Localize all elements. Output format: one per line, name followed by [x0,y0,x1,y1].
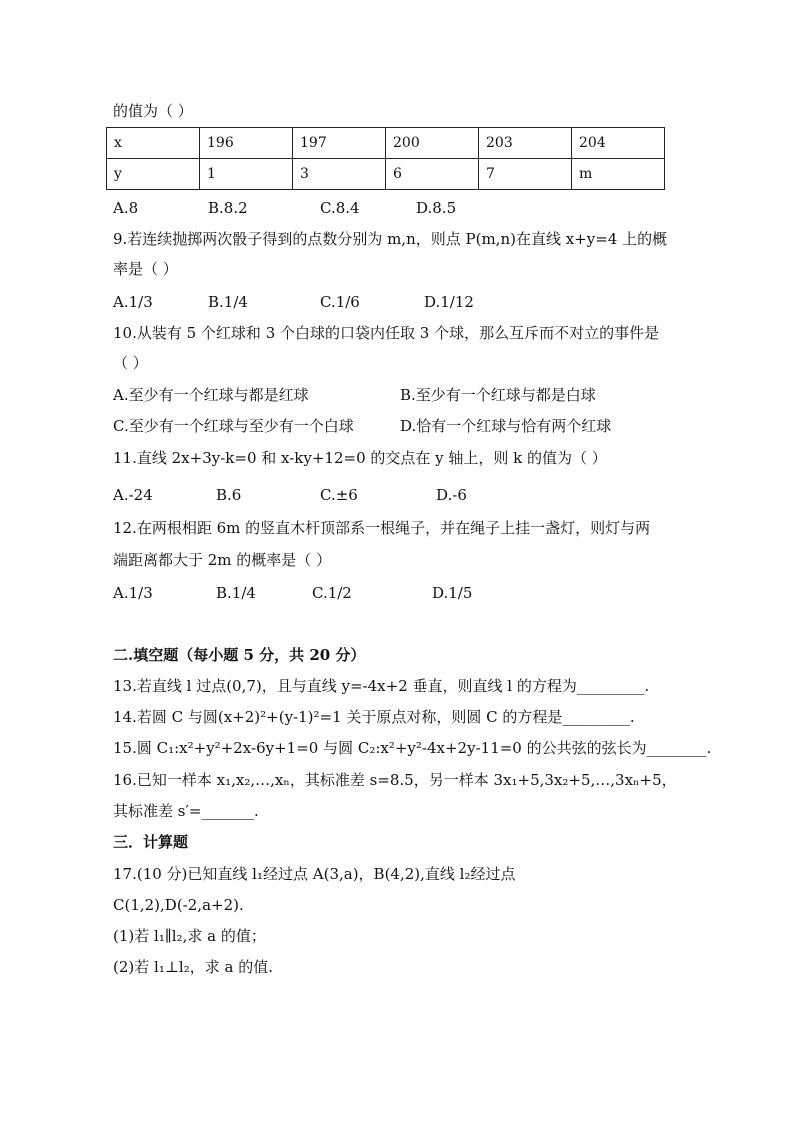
q9-option-b: B.1/4 [208,293,248,311]
question-9-line2: 率是（ ） [113,260,178,278]
table-cell: 1 [200,159,293,190]
table-cell: 3 [293,159,386,190]
table-cell: 196 [200,128,293,159]
question-14: 14.若圆 C 与圆(x+2)²+(y-1)²=1 关于原点对称，则圆 C 的方程是_________. [113,708,635,726]
table-cell: 203 [479,128,572,159]
q11-option-b: B.6 [216,486,242,504]
question-15: 15.圆 C₁:x²+y²+2x-6y+1=0 与圆 C₂:x²+y²-4x+2y-11=0 的公共弦的弦长为________. [113,739,712,757]
question-10-line1: 10.从装有 5 个红球和 3 个白球的口袋内任取 3 个球，那么互斥而不对立的事件是 [113,324,660,342]
q9-option-a: A.1/3 [113,293,153,311]
q10-option-d: D.恰有一个红球与恰有两个红球 [400,417,612,435]
xy-data-table [106,127,665,190]
table-cell: x [107,128,200,159]
q12-option-c: C.1/2 [312,584,352,602]
q8-option-c: C.8.4 [320,199,360,217]
question-8-tail: 的值为（ ） [113,102,193,120]
table-cell: 204 [572,128,665,159]
question-16-line2: 其标准差 s′=_______. [113,802,259,820]
q11-option-a: A.-24 [113,486,153,504]
q8-option-a: A.8 [113,199,139,217]
question-16-line1: 16.已知一样本 x₁,x₂,…,xₙ，其标准差 s=8.5，另一样本 3x₁+5,3x₂+5,…,3xₙ+5， [113,771,677,789]
table-cell: y [107,159,200,190]
section-3-heading: 三．计算题 [113,833,189,851]
question-17-line1: 17.(10 分)已知直线 l₁经过点 A(3,a)，B(4,2),直线 l₂经过点 [113,865,516,883]
table-row [107,128,665,159]
question-12-line1: 12.在两根相距 6m 的竖直木杆顶部系一根绳子，并在绳子上挂一盏灯，则灯与两 [113,519,651,537]
q12-option-a: A.1/3 [113,584,153,602]
q12-option-d: D.1/5 [432,584,473,602]
table-cell: m [572,159,665,190]
question-17-part1: (1)若 l₁∥l₂,求 a 的值； [113,927,266,945]
question-13: 13.若直线 l 过点(0,7)，且与直线 y=-4x+2 垂直，则直线 l 的方程为_________. [113,677,650,695]
question-17-line2: C(1,2),D(-2,a+2). [113,896,244,914]
question-11: 11.直线 2x+3y-k=0 和 x-ky+12=0 的交点在 y 轴上，则 k 的值为（ ） [113,449,607,467]
table-cell: 6 [386,159,479,190]
q8-option-d: D.8.5 [416,199,457,217]
table-row [107,159,665,190]
q12-option-b: B.1/4 [216,584,256,602]
table-cell: 197 [293,128,386,159]
question-12-line2: 端距离都大于 2m 的概率是（ ） [113,551,332,569]
question-17-part2: (2)若 l₁⊥l₂，求 a 的值. [113,958,273,976]
table-cell: 200 [386,128,479,159]
q10-option-a: A.至少有一个红球与都是红球 [113,386,309,404]
q8-option-b: B.8.2 [208,199,248,217]
section-2-heading: 二.填空题（每小题 5 分，共 20 分） [113,646,366,664]
table-cell: 7 [479,159,572,190]
q11-option-c: C.±6 [320,486,358,504]
q9-option-d: D.1/12 [424,293,474,311]
question-10-line2: （ ） [113,354,148,372]
q10-option-c: C.至少有一个红球与至少有一个白球 [113,417,354,435]
q10-option-b: B.至少有一个红球与都是白球 [400,386,596,404]
q11-option-d: D.-6 [436,486,467,504]
question-9-line1: 9.若连续抛掷两次骰子得到的点数分别为 m,n，则点 P(m,n)在直线 x+y=4 上的概 [113,230,668,248]
q9-option-c: C.1/6 [320,293,360,311]
